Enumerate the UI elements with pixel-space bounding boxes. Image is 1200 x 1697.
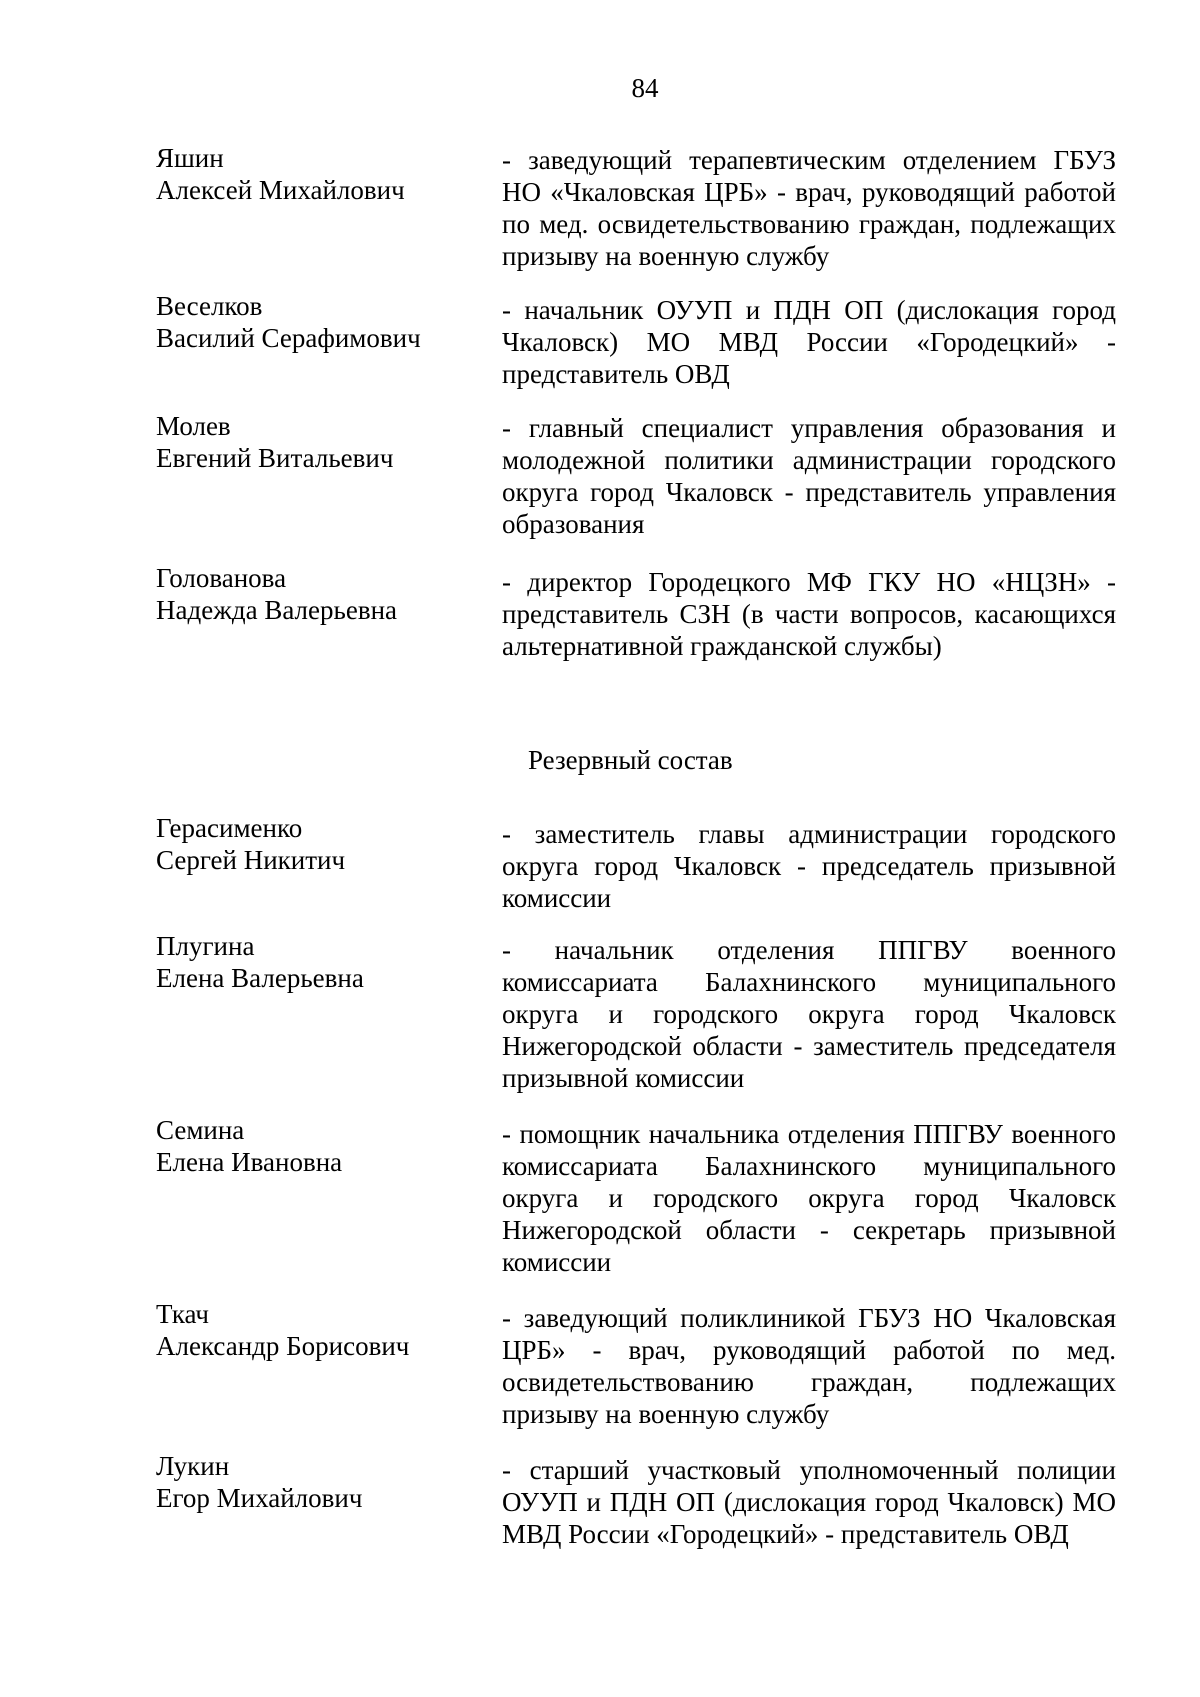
person-name [156,290,476,354]
person-given-name: Евгений Витальевич [156,443,394,473]
person-surname: Лукин [156,1451,230,1481]
person-role: - заместитель главы администрации городского округа город Чкаловск - председатель призывной комиссии [502,819,1116,913]
person-name [156,1114,476,1178]
person-given-name: Елена Валерьевна [156,963,364,993]
person-name [156,1450,476,1514]
page-number: 84 [631,73,659,103]
person-given-name: Елена Ивановна [156,1147,343,1177]
person-role: - главный специалист управления образования и молодежной политики администрации городского округа город Чкаловск - представитель управления образования [502,413,1116,539]
person-given-name: Василий Серафимович [156,323,421,353]
person-surname: Веселков [156,291,263,321]
person-given-name: Надежда Валерьевна [156,595,397,625]
person-name [156,930,476,994]
person-role: - старший участковый уполномоченный полиции ОУУП и ПДН ОП (дислокация город Чкаловск) МО МВД России «Городецкий» - представитель ОВД [502,1455,1116,1549]
person-role: - заведующий поликлиникой ГБУЗ НО Чкаловская ЦРБ» - врач, руководящий работой по мед. освидетельствованию граждан, подлежащих призыву на военную службу [502,1303,1116,1429]
person-surname: Яшин [156,143,224,173]
person-surname: Плугина [156,931,255,961]
person-name [156,410,476,474]
person-name [156,142,476,206]
person-role: - директор Городецкого МФ ГКУ НО «НЦЗН» - представитель СЗН (в части вопросов, касающихся альтернативной гражданской службы) [502,567,1116,661]
person-given-name: Егор Михайлович [156,1483,363,1513]
person-role: - помощник начальника отделения ППГВУ военного комиссариата Балахнинского муниципального округа и городского округа город Чкаловск Нижегородской области - секретарь призывной комиссии [502,1119,1116,1277]
person-role: - начальник отделения ППГВУ военного комиссариата Балахнинского муниципального округа и городского округа город Чкаловск Нижегородской области - заместитель председателя призывной комиссии [502,935,1116,1093]
reserve-heading: Резервный состав [528,745,733,775]
person-name [156,812,476,876]
person-surname: Семина [156,1115,245,1145]
person-surname: Ткач [156,1299,210,1329]
person-name [156,1298,476,1362]
person-given-name: Алексей Михайлович [156,175,405,205]
person-role: - заведующий терапевтическим отделением ГБУЗ НО «Чкаловская ЦРБ» - врач, руководящий работой по мед. освидетельствованию граждан, подлежащих призыву на военную службу [502,145,1116,271]
person-name [156,562,476,626]
person-surname: Герасименко [156,813,303,843]
person-surname: Молев [156,411,231,441]
person-given-name: Сергей Никитич [156,845,346,875]
person-role: - начальник ОУУП и ПДН ОП (дислокация город Чкаловск) МО МВД России «Городецкий» - представитель ОВД [502,295,1116,389]
person-surname: Голованова [156,563,287,593]
person-given-name: Александр Борисович [156,1331,410,1361]
